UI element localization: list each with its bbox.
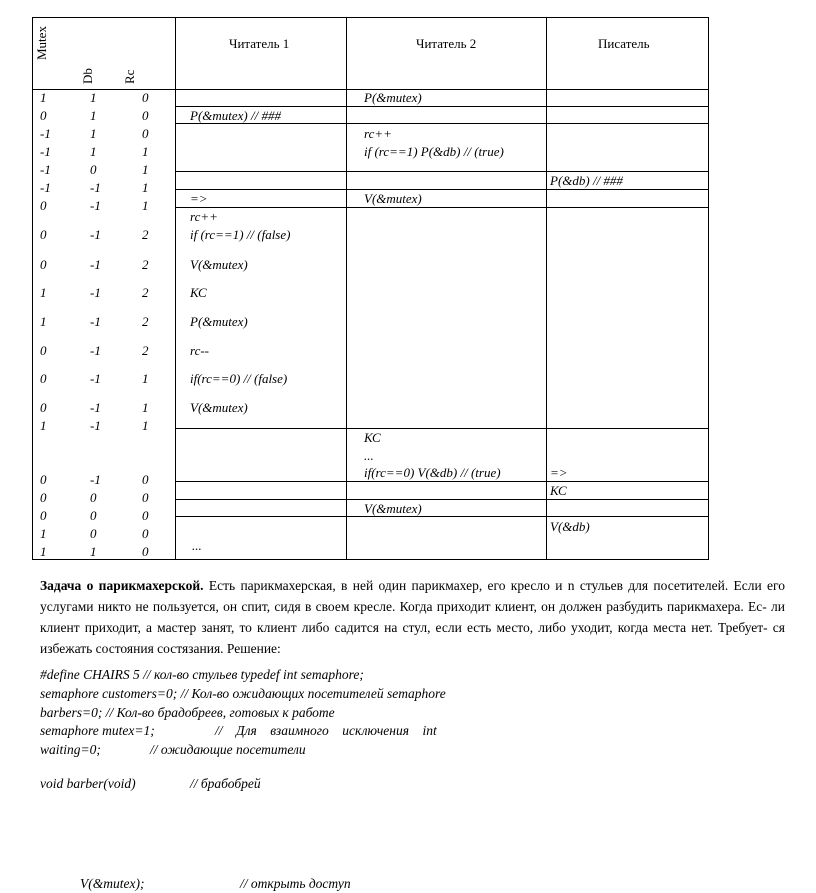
state-db-cell: -1 xyxy=(90,314,101,329)
state-mutex-cell: 0 xyxy=(40,198,47,213)
header-mutex: Mutex xyxy=(34,26,49,60)
reader1-ellipsis: ... xyxy=(192,538,202,553)
state-rc-cell: 1 xyxy=(142,180,149,195)
code-line-2: semaphore customers=0; // Кол-во ожидающих посетителей semaphore xyxy=(40,686,446,701)
state-db-cell: -1 xyxy=(90,343,101,358)
reader1-v-mutex: V(&mutex) xyxy=(190,257,248,272)
state-rc-cell: 2 xyxy=(142,314,149,329)
state-rc-cell: 1 xyxy=(142,371,149,386)
code-line-5b: // ожидающие посетители xyxy=(150,742,306,757)
state-rc-cell: 2 xyxy=(142,343,149,358)
state-rc-cell: 2 xyxy=(142,285,149,300)
writer-v-db: V(&db) xyxy=(550,519,590,534)
state-rc-cell: 2 xyxy=(142,227,149,242)
state-rc-cell: 0 xyxy=(142,526,149,541)
code-line-4b: // Для взаимного исключения int xyxy=(215,723,437,738)
reader1-rc-inc: rc++ xyxy=(190,209,218,224)
state-rc-cell: 1 xyxy=(142,400,149,415)
code-line-4a: semaphore mutex=1; xyxy=(40,723,155,738)
task-paragraph xyxy=(40,575,785,659)
state-mutex-cell: 1 xyxy=(40,544,47,559)
state-rc-cell: 0 xyxy=(142,108,149,123)
state-db-cell: -1 xyxy=(90,472,101,487)
reader1-arrow: => xyxy=(190,191,208,206)
reader2-dots: ... xyxy=(364,448,374,463)
state-mutex-cell: 1 xyxy=(40,418,47,433)
state-db-cell: 0 xyxy=(90,526,97,541)
header-writer: Писатель xyxy=(598,36,650,51)
reader1-p-mutex: P(&mutex) // ### xyxy=(190,108,281,123)
state-rc-cell: 2 xyxy=(142,257,149,272)
state-mutex-cell: 0 xyxy=(40,508,47,523)
state-db-cell: -1 xyxy=(90,257,101,272)
state-rc-cell: 0 xyxy=(142,126,149,141)
writer-cs: КС xyxy=(550,483,567,498)
state-db-cell: 0 xyxy=(90,162,97,177)
state-db-cell: 1 xyxy=(90,108,97,123)
state-db-cell: 1 xyxy=(90,144,97,159)
state-db-cell: 0 xyxy=(90,508,97,523)
code-line-5a: waiting=0; xyxy=(40,742,101,757)
reader2-p-mutex: P(&mutex) xyxy=(364,90,422,105)
state-db-cell: 1 xyxy=(90,126,97,141)
reader2-rc-inc: rc++ xyxy=(364,126,392,141)
state-mutex-cell: 0 xyxy=(40,343,47,358)
state-mutex-cell: -1 xyxy=(40,180,51,195)
state-mutex-cell: 1 xyxy=(40,526,47,541)
state-rc-cell: 0 xyxy=(142,544,149,559)
state-mutex-cell: 0 xyxy=(40,227,47,242)
reader2-if-true: if (rc==1) P(&db) // (true) xyxy=(364,144,504,159)
reader1-if-rc0: if(rc==0) // (false) xyxy=(190,371,288,386)
code-line-3: barbers=0; // Кол-во брадобреев, готовых к работе xyxy=(40,705,335,720)
reader2-cs: КС xyxy=(364,430,381,445)
state-mutex-cell: 0 xyxy=(40,490,47,505)
state-mutex-cell: -1 xyxy=(40,126,51,141)
state-rc-cell: 1 xyxy=(142,144,149,159)
header-rc: Rc xyxy=(122,69,137,84)
reader1-p-mutex2: P(&mutex) xyxy=(190,314,248,329)
state-mutex-cell: 0 xyxy=(40,257,47,272)
state-db-cell: 0 xyxy=(90,490,97,505)
state-db-cell: -1 xyxy=(90,400,101,415)
state-rc-cell: 0 xyxy=(142,472,149,487)
state-rc-cell: 1 xyxy=(142,198,149,213)
code-line-7b: // открыть доступ xyxy=(240,876,351,891)
reader1-cs: КС xyxy=(190,285,207,300)
writer-arrow: => xyxy=(550,465,568,480)
state-db-cell: 1 xyxy=(90,544,97,559)
state-db-cell: -1 xyxy=(90,227,101,242)
state-mutex-cell: 0 xyxy=(40,400,47,415)
reader1-rc-dec: rc-- xyxy=(190,343,210,358)
writer-p-db: P(&db) // ### xyxy=(550,173,623,188)
state-db-cell: 1 xyxy=(90,90,97,105)
state-mutex-cell: -1 xyxy=(40,162,51,177)
reader1-v-mutex2: V(&mutex) xyxy=(190,400,248,415)
state-db-cell: -1 xyxy=(90,180,101,195)
reader2-if-rc0: if(rc==0) V(&db) // (true) xyxy=(364,465,501,480)
header-reader2: Читатель 2 xyxy=(416,36,477,51)
state-mutex-cell: 0 xyxy=(40,472,47,487)
state-db-cell: -1 xyxy=(90,418,101,433)
code-line-6b: // брабобрей xyxy=(190,776,261,791)
state-db-cell: -1 xyxy=(90,198,101,213)
state-mutex-cell: 0 xyxy=(40,371,47,386)
code-line-6a: void barber(void) xyxy=(40,776,136,791)
code-line-7a: V(&mutex); xyxy=(80,876,145,891)
code-line-1: #define CHAIRS 5 // кол-во стульев typedef int semaphore; xyxy=(40,667,364,682)
header-reader1: Читатель 1 xyxy=(229,36,290,51)
state-mutex-cell: 1 xyxy=(40,314,47,329)
state-rc-cell: 0 xyxy=(142,490,149,505)
reader2-v-mutex2: V(&mutex) xyxy=(364,501,422,516)
task-title: Задача о парикмахерской. xyxy=(40,578,204,593)
state-rc-cell: 1 xyxy=(142,418,149,433)
state-db-cell: -1 xyxy=(90,285,101,300)
state-mutex-cell: 0 xyxy=(40,108,47,123)
state-rc-cell: 0 xyxy=(142,508,149,523)
state-mutex-cell: -1 xyxy=(40,144,51,159)
state-db-cell: -1 xyxy=(90,371,101,386)
reader1-if-false: if (rc==1) // (false) xyxy=(190,227,291,242)
state-mutex-cell: 1 xyxy=(40,285,47,300)
state-mutex-cell: 1 xyxy=(40,90,47,105)
state-rc-cell: 1 xyxy=(142,162,149,177)
state-rc-cell: 0 xyxy=(142,90,149,105)
reader2-v-mutex: V(&mutex) xyxy=(364,191,422,206)
task-body: Есть парикмахерская, в ней один парикмахер, его кресло и n стульев для посетителей. Если его услугами никто не пользуется, он спит, сидя в своем кресле. Когда приходит клиент, он должен разбудить парикмахера. Ес- ли клиент приходит, а мастер занят, то клиент либо садится на стул, если есть место, либо уходит, когда места нет. Требует- ся избежать состояния состязания. Решение: xyxy=(40,578,785,656)
header-db: Db xyxy=(80,68,95,84)
